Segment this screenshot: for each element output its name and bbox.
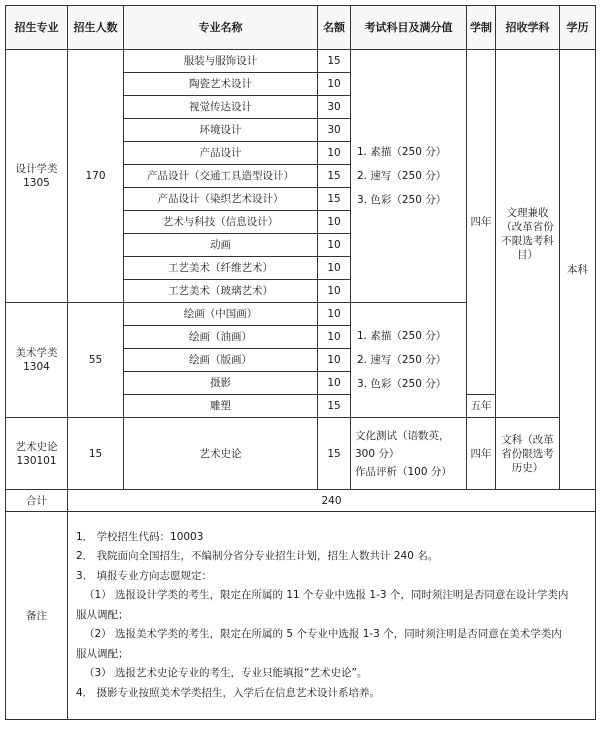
major-name: 摄影 (124, 372, 318, 395)
duration-four-years: 四年 (467, 50, 496, 395)
major-quota: 10 (318, 303, 351, 326)
exam-line: 300 分） (355, 447, 400, 460)
admission-line: 文理兼收 (506, 206, 549, 219)
notes-content (68, 512, 596, 720)
category-code: 130101 (16, 454, 57, 467)
total-label: 合计 (6, 490, 68, 512)
category-cell (6, 303, 68, 418)
major-quota: 15 (318, 418, 351, 490)
major-name: 产品设计（交通工具造型设计） (124, 165, 318, 188)
enrollment-total: 15 (68, 418, 124, 490)
enrollment-total: 170 (68, 50, 124, 303)
notes-row (6, 512, 596, 720)
major-quota: 15 (318, 50, 351, 73)
total-row (6, 490, 596, 512)
major-name: 环境设计 (124, 119, 318, 142)
enrollment-table (5, 5, 596, 720)
table-row (6, 418, 596, 490)
admission-line: 历史） (511, 461, 544, 474)
admission-line: （改革省份 (501, 220, 554, 233)
category-name: 艺术史论 (15, 440, 58, 453)
note-line: （2） 选报美术学类的考生，限定在所属的 5 个专业中选报 1-3 个，同时须注明是否同意在美术学类内 (84, 628, 562, 641)
exam-subjects-cell (351, 50, 467, 303)
category-cell (6, 418, 68, 490)
note-line: 2． 我院面向全国招生，不编制分省分专业招生计划，招生人数共计 240 名。 (76, 550, 439, 563)
header-admission-subjects: 招收学科 (496, 6, 560, 50)
exam-line: 1. 素描（250 分） (357, 146, 447, 158)
note-line: 服从调配； (76, 608, 129, 621)
major-name: 陶瓷艺术设计 (124, 73, 318, 96)
major-name: 产品设计（染织艺术设计） (124, 188, 318, 211)
duration-four-years-history: 四年 (467, 418, 496, 490)
major-quota: 10 (318, 73, 351, 96)
header-degree: 学历 (560, 6, 596, 50)
major-quota: 10 (318, 234, 351, 257)
major-name: 视觉传达设计 (124, 96, 318, 119)
major-quota: 15 (318, 165, 351, 188)
category-cell (6, 50, 68, 303)
admission-line: 不限选考科 (501, 234, 554, 247)
note-line: 3． 填报专业方向志愿规定： (76, 569, 213, 582)
duration-five-years: 五年 (467, 395, 496, 418)
major-name: 艺术史论 (124, 418, 318, 490)
header-quota: 名额 (318, 6, 351, 50)
major-quota: 30 (318, 119, 351, 142)
degree-cell: 本科 (560, 50, 596, 490)
category-code: 1304 (23, 361, 50, 373)
note-line: （1） 选报设计学类的考生，限定在所属的 11 个专业中选报 1-3 个，同时须注明是否同意在设计学类内 (84, 589, 569, 602)
header-exam-subjects: 考试科目及满分值 (351, 6, 467, 50)
major-name: 艺术与科技（信息设计） (124, 211, 318, 234)
header-enrollment-count: 招生人数 (68, 6, 124, 50)
major-name: 雕塑 (124, 395, 318, 418)
major-quota: 30 (318, 96, 351, 119)
admission-line: 目） (517, 248, 538, 261)
header-duration: 学制 (467, 6, 496, 50)
note-line: 4． 摄影专业按照美术学类招生，入学后在信息艺术设计系培养。 (76, 686, 381, 699)
major-name: 动画 (124, 234, 318, 257)
exam-line: 2. 速写（250 分） (357, 170, 447, 182)
major-name: 产品设计 (124, 142, 318, 165)
major-name: 绘画（中国画） (124, 303, 318, 326)
header-major-name: 专业名称 (124, 6, 318, 50)
major-name: 工艺美术（玻璃艺术） (124, 280, 318, 303)
admission-line: 省份限选考 (501, 447, 554, 460)
exam-line: 2. 速写（250 分） (357, 354, 447, 366)
major-quota: 10 (318, 211, 351, 234)
exam-line: 1. 素描（250 分） (357, 330, 447, 342)
major-name: 绘画（油画） (124, 326, 318, 349)
major-quota: 15 (318, 395, 351, 418)
admission-subjects-cell (496, 418, 560, 490)
note-line: 服从调配； (76, 647, 129, 660)
exam-subjects-cell (351, 303, 467, 418)
major-name: 绘画（版画） (124, 349, 318, 372)
exam-line: 文化测试（语数英， (355, 429, 450, 442)
exam-subjects-cell (351, 418, 467, 490)
header-row (6, 6, 596, 50)
major-quota: 10 (318, 326, 351, 349)
major-quota: 10 (318, 257, 351, 280)
exam-line: 3. 色彩（250 分） (357, 378, 447, 390)
major-quota: 10 (318, 280, 351, 303)
admission-subjects-cell (496, 50, 560, 418)
category-code: 1305 (23, 177, 50, 189)
note-line: （3） 选报艺术史论专业的考生，专业只能填报“艺术史论”。 (84, 667, 368, 680)
header-category: 招生专业 (6, 6, 68, 50)
major-quota: 15 (318, 188, 351, 211)
category-name: 设计学类 (15, 163, 58, 175)
category-name: 美术学类 (15, 347, 58, 359)
major-quota: 10 (318, 142, 351, 165)
major-name: 服装与服饰设计 (124, 50, 318, 73)
exam-line: 3. 色彩（250 分） (357, 194, 447, 206)
notes-label: 备注 (6, 512, 68, 720)
table-row (6, 50, 596, 73)
enrollment-total: 55 (68, 303, 124, 418)
total-value: 240 (68, 490, 596, 512)
major-name: 工艺美术（纤维艺术） (124, 257, 318, 280)
major-quota: 10 (318, 372, 351, 395)
exam-line: 作品评析（100 分） (355, 465, 452, 478)
note-line: 1． 学校招生代码：10003 (76, 530, 204, 543)
admission-line: 文科（改革 (501, 433, 554, 446)
major-quota: 10 (318, 349, 351, 372)
